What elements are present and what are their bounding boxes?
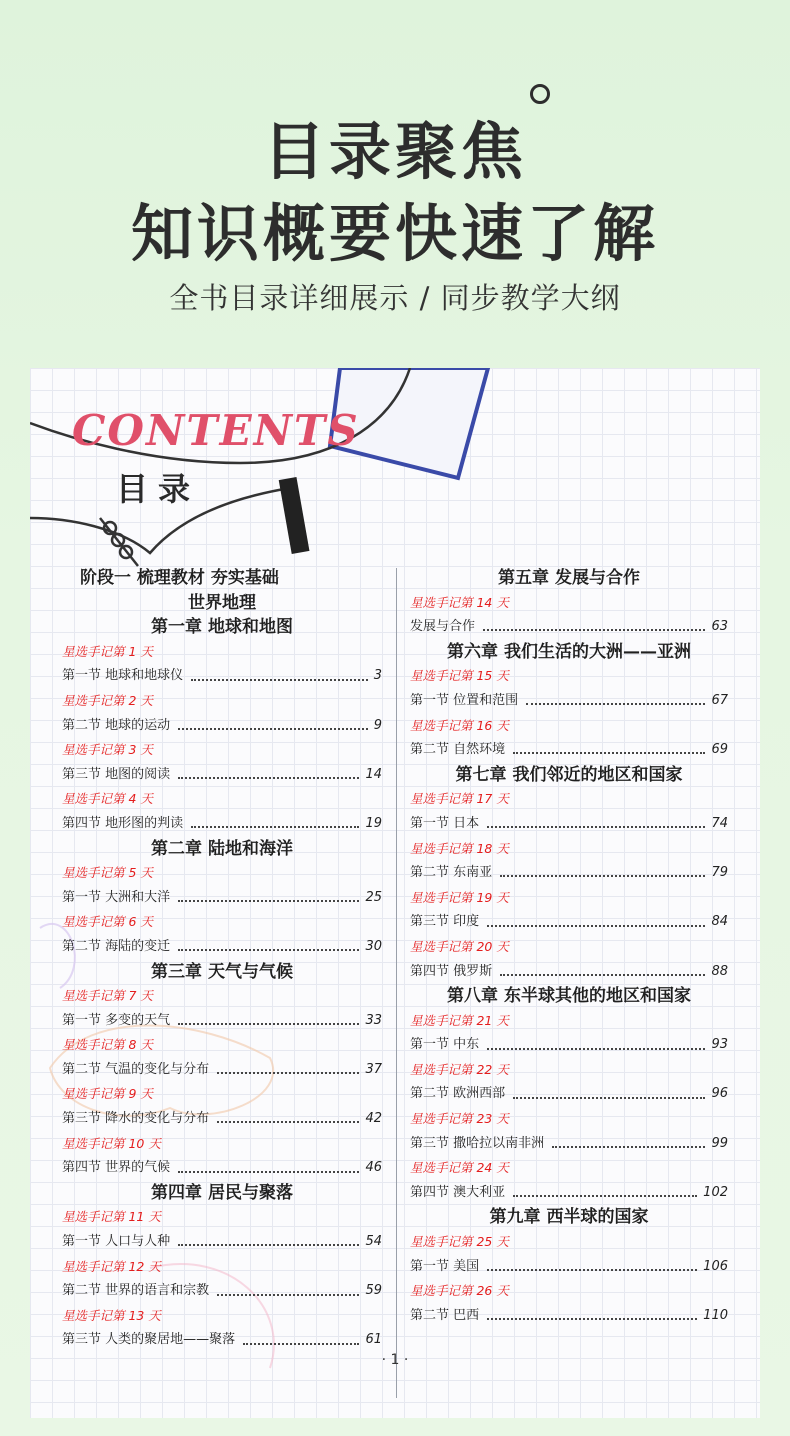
toc-entry-title: 发展与合作 (410, 619, 476, 635)
chapter-heading: 第九章 西半球的国家 (489, 1207, 649, 1228)
toc-entry-page: 69 (711, 742, 728, 758)
toc-entry[interactable] (410, 1255, 728, 1280)
toc-entry-title: 第一节 日本 (410, 815, 480, 831)
dot-leader (487, 826, 705, 828)
toc-entry-page: 63 (711, 619, 728, 635)
study-day-note: 星选手记第 4 天 (62, 791, 153, 807)
dot-leader (513, 752, 705, 754)
hero-title-line1: 目录聚焦 (262, 115, 527, 188)
toc-entry-title: 第一节 位置和范围 (410, 692, 519, 708)
chapter-heading: 第三章 天气与气候 (151, 961, 293, 982)
toc-entry-title: 第二节 东南亚 (410, 865, 493, 881)
degree-circle-decoration (530, 84, 550, 104)
toc-entry-title: 第二节 海陆的变迁 (62, 938, 171, 954)
toc-entry[interactable] (410, 689, 728, 714)
dot-leader (191, 679, 368, 681)
toc-entry-title: 第四节 世界的气候 (62, 1160, 171, 1176)
toc-entry-page: 88 (711, 963, 728, 979)
toc-entry[interactable] (62, 1058, 382, 1083)
toc-entry-page: 9 (373, 717, 382, 733)
toc-entry-title: 第一节 多变的天气 (62, 1012, 171, 1028)
study-day-note: 星选手记第 26 天 (410, 1283, 509, 1299)
chapter-heading: 第四章 居民与聚落 (151, 1182, 293, 1203)
dot-leader (178, 1171, 359, 1173)
toc-entry[interactable] (62, 935, 382, 960)
study-day-note: 星选手记第 11 天 (62, 1209, 161, 1225)
dot-leader (526, 703, 705, 705)
hero-subtitle: 全书目录详细展示 / 同步教学大纲 (169, 281, 621, 315)
study-day-note: 星选手记第 6 天 (62, 914, 153, 930)
dot-leader (500, 875, 705, 877)
toc-entry-title: 第三节 印度 (410, 914, 480, 930)
toc-entry-page: 106 (703, 1258, 728, 1274)
dot-leader (178, 900, 359, 902)
toc-entry-page: 46 (365, 1160, 382, 1176)
study-day-note: 星选手记第 18 天 (410, 840, 509, 856)
toc-entry-page: 84 (711, 914, 728, 930)
dot-leader (487, 1048, 705, 1050)
dot-leader (513, 1097, 705, 1099)
chapter-heading: 第一章 地球和地图 (151, 617, 293, 638)
study-day-note: 星选手记第 25 天 (410, 1234, 509, 1250)
study-day-note: 星选手记第 16 天 (410, 717, 509, 733)
column-divider (396, 568, 397, 1398)
study-day-note: 星选手记第 23 天 (410, 1111, 509, 1127)
study-day-note: 星选手记第 17 天 (410, 791, 509, 807)
dot-leader (243, 1343, 359, 1345)
toc-entry[interactable] (410, 910, 728, 935)
study-day-note: 星选手记第 22 天 (410, 1061, 509, 1077)
toc-entry[interactable] (410, 960, 728, 985)
dot-leader (191, 826, 359, 828)
toc-entry-page: 30 (365, 938, 382, 954)
study-day-note: 星选手记第 10 天 (62, 1135, 161, 1151)
toc-entry-title: 第四节 澳大利亚 (410, 1184, 506, 1200)
study-day-note: 星选手记第 13 天 (62, 1307, 161, 1323)
toc-entry-page: 19 (365, 815, 382, 831)
dot-leader (217, 1121, 359, 1123)
study-day-note: 星选手记第 7 天 (62, 988, 153, 1004)
toc-entry[interactable] (62, 664, 382, 689)
contents-heading: CONTENTS (72, 406, 360, 455)
toc-entry[interactable] (410, 1132, 728, 1157)
toc-entry-page: 67 (711, 692, 728, 708)
toc-entry-title: 第二节 气温的变化与分布 (62, 1061, 210, 1077)
dot-leader (178, 777, 359, 779)
toc-entry-title: 第一节 中东 (410, 1037, 480, 1053)
toc-entry[interactable] (410, 1304, 728, 1329)
notebook-spine (279, 477, 310, 554)
chapter-heading: 第七章 我们邻近的地区和国家 (455, 764, 683, 785)
toc-entry-title: 第四节 地形图的判读 (62, 815, 184, 831)
study-day-note: 星选手记第 14 天 (410, 594, 509, 610)
toc-entry-page: 93 (711, 1037, 728, 1053)
toc-entry[interactable] (410, 615, 728, 640)
toc-entry[interactable] (410, 861, 728, 886)
toc-entry-title: 第二节 地球的运动 (62, 717, 171, 733)
toc-entry-title: 第一节 人口与人种 (62, 1234, 171, 1250)
dot-leader (178, 949, 359, 951)
toc-left-column (62, 566, 382, 1353)
study-day-note: 星选手记第 2 天 (62, 692, 153, 708)
study-day-note: 星选手记第 9 天 (62, 1086, 153, 1102)
dot-leader (487, 1269, 697, 1271)
dot-leader (483, 629, 705, 631)
toc-entry-page: 37 (365, 1061, 382, 1077)
contents-heading-cn: 目录 (116, 470, 201, 508)
dot-leader (178, 1023, 359, 1025)
part-heading: 世界地理 (188, 592, 256, 613)
toc-entry[interactable] (410, 812, 728, 837)
chapter-heading: 第八章 东半球其他的地区和国家 (447, 986, 691, 1007)
toc-entry-page: 59 (365, 1283, 382, 1299)
study-day-note: 星选手记第 20 天 (410, 938, 509, 954)
chapter-heading: 第五章 发展与合作 (498, 568, 640, 588)
dot-leader (178, 728, 368, 730)
toc-entry-page: 110 (703, 1307, 728, 1323)
study-day-note: 星选手记第 15 天 (410, 668, 509, 684)
toc-entry[interactable] (62, 763, 382, 788)
toc-entry[interactable] (410, 1082, 728, 1107)
toc-entry-page: 102 (703, 1184, 728, 1200)
toc-entry-title: 第三节 撒哈拉以南非洲 (410, 1135, 545, 1151)
study-day-note: 星选手记第 5 天 (62, 865, 153, 881)
toc-entry[interactable] (62, 714, 382, 739)
dot-leader (487, 1318, 697, 1320)
dot-leader (500, 974, 705, 976)
study-day-note: 星选手记第 21 天 (410, 1012, 509, 1028)
toc-entry-title: 第二节 自然环境 (410, 742, 506, 758)
toc-entry-page: 14 (365, 766, 382, 782)
toc-entry-title: 第四节 俄罗斯 (410, 963, 493, 979)
hero-title-line2: 知识概要快速了解 (130, 197, 659, 270)
toc-entry[interactable] (410, 1181, 728, 1206)
toc-entry[interactable] (410, 1033, 728, 1058)
toc-entry[interactable] (62, 1009, 382, 1034)
dot-leader (217, 1072, 359, 1074)
page-number: · 1 · (381, 1352, 409, 1368)
toc-right-column (410, 566, 728, 1328)
toc-entry[interactable] (62, 1156, 382, 1181)
toc-entry-page: 3 (373, 668, 382, 684)
toc-entry-title: 第三节 人类的聚居地——聚落 (62, 1332, 236, 1348)
stage-heading: 阶段一 梳理教材 夯实基础 (80, 568, 279, 588)
toc-entry[interactable] (62, 1328, 382, 1353)
study-day-note: 星选手记第 3 天 (62, 742, 153, 758)
toc-entry-title: 第一节 大洲和大洋 (62, 889, 171, 905)
dot-leader (487, 925, 705, 927)
toc-entry-title: 第一节 地球和地球仪 (62, 668, 184, 684)
toc-entry-title: 第一节 美国 (410, 1258, 480, 1274)
toc-entry-page: 25 (365, 889, 382, 905)
toc-entry-page: 96 (711, 1086, 728, 1102)
toc-entry-page: 99 (711, 1135, 728, 1151)
toc-entry[interactable] (410, 738, 728, 763)
study-day-note: 星选手记第 1 天 (62, 643, 153, 659)
chapter-heading: 第六章 我们生活的大洲——亚洲 (447, 641, 691, 662)
toc-entry-page: 79 (711, 865, 728, 881)
toc-entry-page: 61 (365, 1332, 382, 1348)
toc-entry-title: 第三节 地图的阅读 (62, 766, 171, 782)
study-day-note: 星选手记第 19 天 (410, 889, 509, 905)
toc-entry[interactable] (62, 1230, 382, 1255)
toc-entry-title: 第二节 世界的语言和宗教 (62, 1283, 210, 1299)
toc-entry-page: 33 (365, 1012, 382, 1028)
toc-entry[interactable] (62, 886, 382, 911)
study-day-note: 星选手记第 24 天 (410, 1160, 509, 1176)
study-day-note: 星选手记第 12 天 (62, 1258, 161, 1274)
toc-entry-page: 74 (711, 815, 728, 831)
chapter-heading: 第二章 陆地和海洋 (151, 838, 293, 859)
toc-entry[interactable] (62, 1107, 382, 1132)
toc-entry-page: 54 (365, 1234, 382, 1250)
toc-entry-title: 第三节 降水的变化与分布 (62, 1111, 210, 1127)
dot-leader (552, 1146, 705, 1148)
toc-entry[interactable] (62, 812, 382, 837)
toc-entry-title: 第二节 巴西 (410, 1307, 480, 1323)
dot-leader (217, 1294, 359, 1296)
dot-leader (513, 1195, 697, 1197)
study-day-note: 星选手记第 8 天 (62, 1037, 153, 1053)
dot-leader (178, 1244, 359, 1246)
toc-entry-title: 第二节 欧洲西部 (410, 1086, 506, 1102)
contents-sheet (30, 368, 760, 1418)
toc-entry[interactable] (62, 1279, 382, 1304)
toc-entry-page: 42 (365, 1111, 382, 1127)
